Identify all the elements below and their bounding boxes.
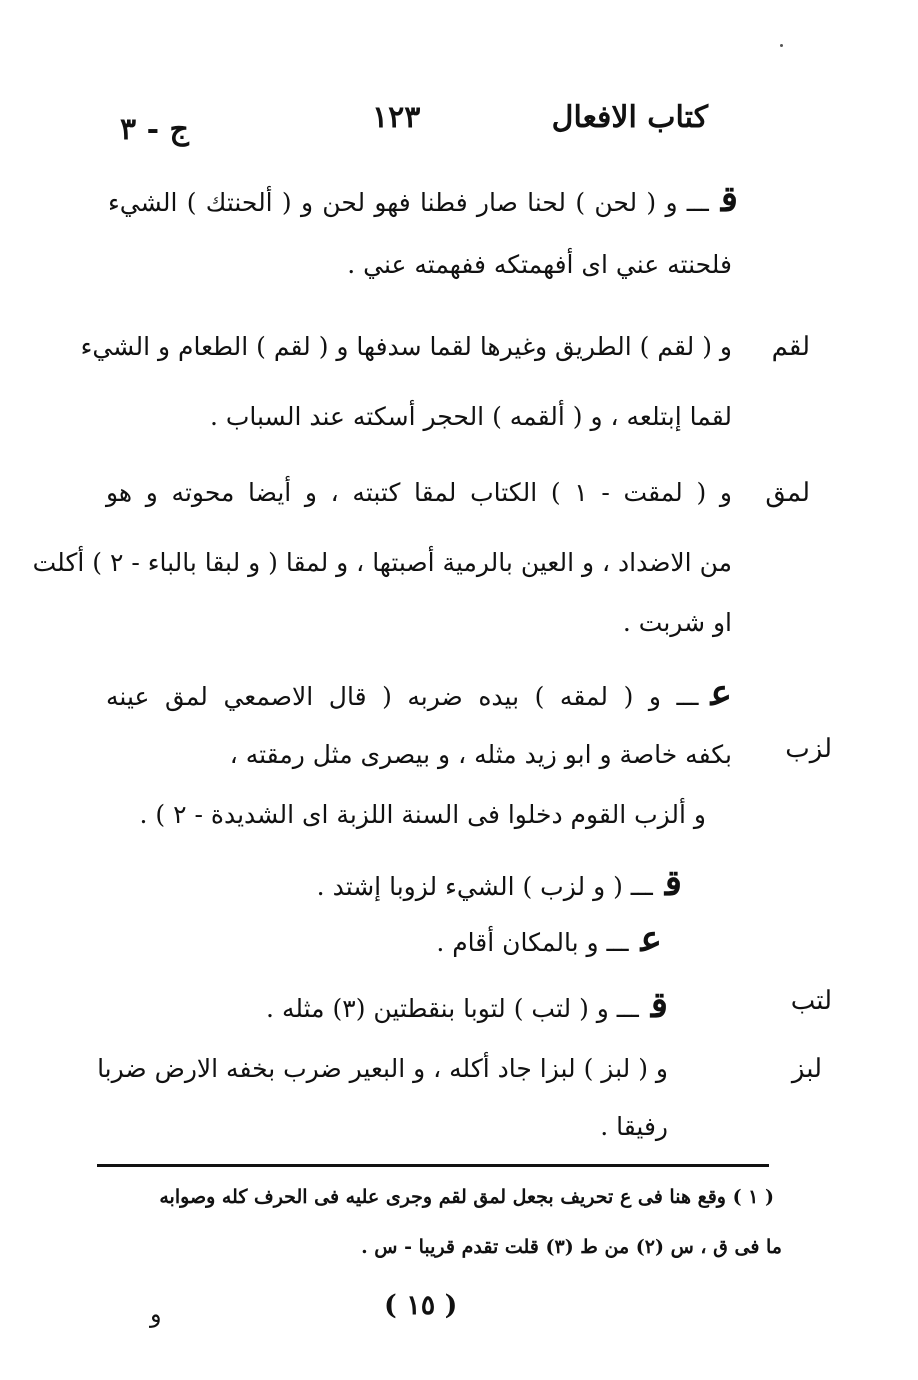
text-line: و ألزب القوم دخلوا فى السنة اللزبة اى الشديدة - ٢ ) . <box>139 800 706 829</box>
text-line: قـــ و ( لحن ) لحنا صار فطنا فهو لحن و ( ألحنتك ) الشيء <box>108 178 738 220</box>
source-letter: ق <box>650 984 668 1026</box>
text-line: رفيقا . <box>600 1112 668 1141</box>
text-line: و ( لبز ) لبزا جاد أكله ، و البعير ضرب بخفه الارض ضربا <box>97 1054 668 1083</box>
text-line: من الاضداد ، و العين بالرمية أصبتها ، و لمقا ( و لبقا بالباء - ٢ ) أكلت <box>32 548 732 577</box>
source-letter: ع <box>710 672 732 714</box>
footnote-rule <box>97 1164 769 1167</box>
root-word: لقم <box>771 332 810 362</box>
source-letter: ق <box>664 862 682 904</box>
speck <box>780 44 783 47</box>
text-line: بكفه خاصة و ابو زيد مثله ، و بيصرى مثل رمقته ، <box>229 740 732 769</box>
page-number: ١٢٣ <box>372 100 421 135</box>
source-letter: ع <box>640 918 662 960</box>
text-line: قـــ و ( لتب ) لتوبا بنقطتين (٣) مثله . <box>266 984 668 1026</box>
text-line: عـــ و بالمكان أقام . <box>436 918 662 960</box>
footnote-line: ( ١ ) وقع هنا فى ع تحريف بجعل لمق لقم وجرى عليه فى الحرف كله وصوابه <box>159 1186 774 1208</box>
root-word: لزب <box>785 734 832 764</box>
text-line: او شربت . <box>622 608 732 637</box>
root-word: لبز <box>791 1054 822 1084</box>
root-word: لمق <box>765 478 810 508</box>
text-line: و ( لمقت - ١ ) الكتاب لمقا كتبته ، و أيضا محوته و هو <box>106 478 732 507</box>
source-letter: ق <box>720 178 738 220</box>
text-line: و ( لقم ) الطريق وغيرها لقما سدفها و ( لقم ) الطعام و الشيء <box>80 332 732 361</box>
footnote-line: ما فى ق ، س (٢) من ط (٣) قلت تقدم قريبا - س . <box>361 1236 782 1258</box>
text-line: عـــ و ( لمقه ) بيده ضربه ( قال الاصمعي لمق عينه <box>106 672 732 714</box>
volume-number: ج - ٣ <box>120 112 189 147</box>
text-line: فلحنته عني اى أفهمتكه ففهمته عني . <box>347 250 732 279</box>
catchword: و <box>150 1300 162 1328</box>
root-word: لتب <box>790 986 832 1016</box>
text-line: قـــ ( و لزب ) الشيء لزوبا إشتد . <box>316 862 682 904</box>
signature-mark: ( ١٥ ) <box>384 1290 458 1321</box>
book-title: كتاب الافعال <box>551 100 708 135</box>
text-line: لقما إبتلعه ، و ( ألقمه ) الحجر أسكته عند السباب . <box>209 402 732 431</box>
